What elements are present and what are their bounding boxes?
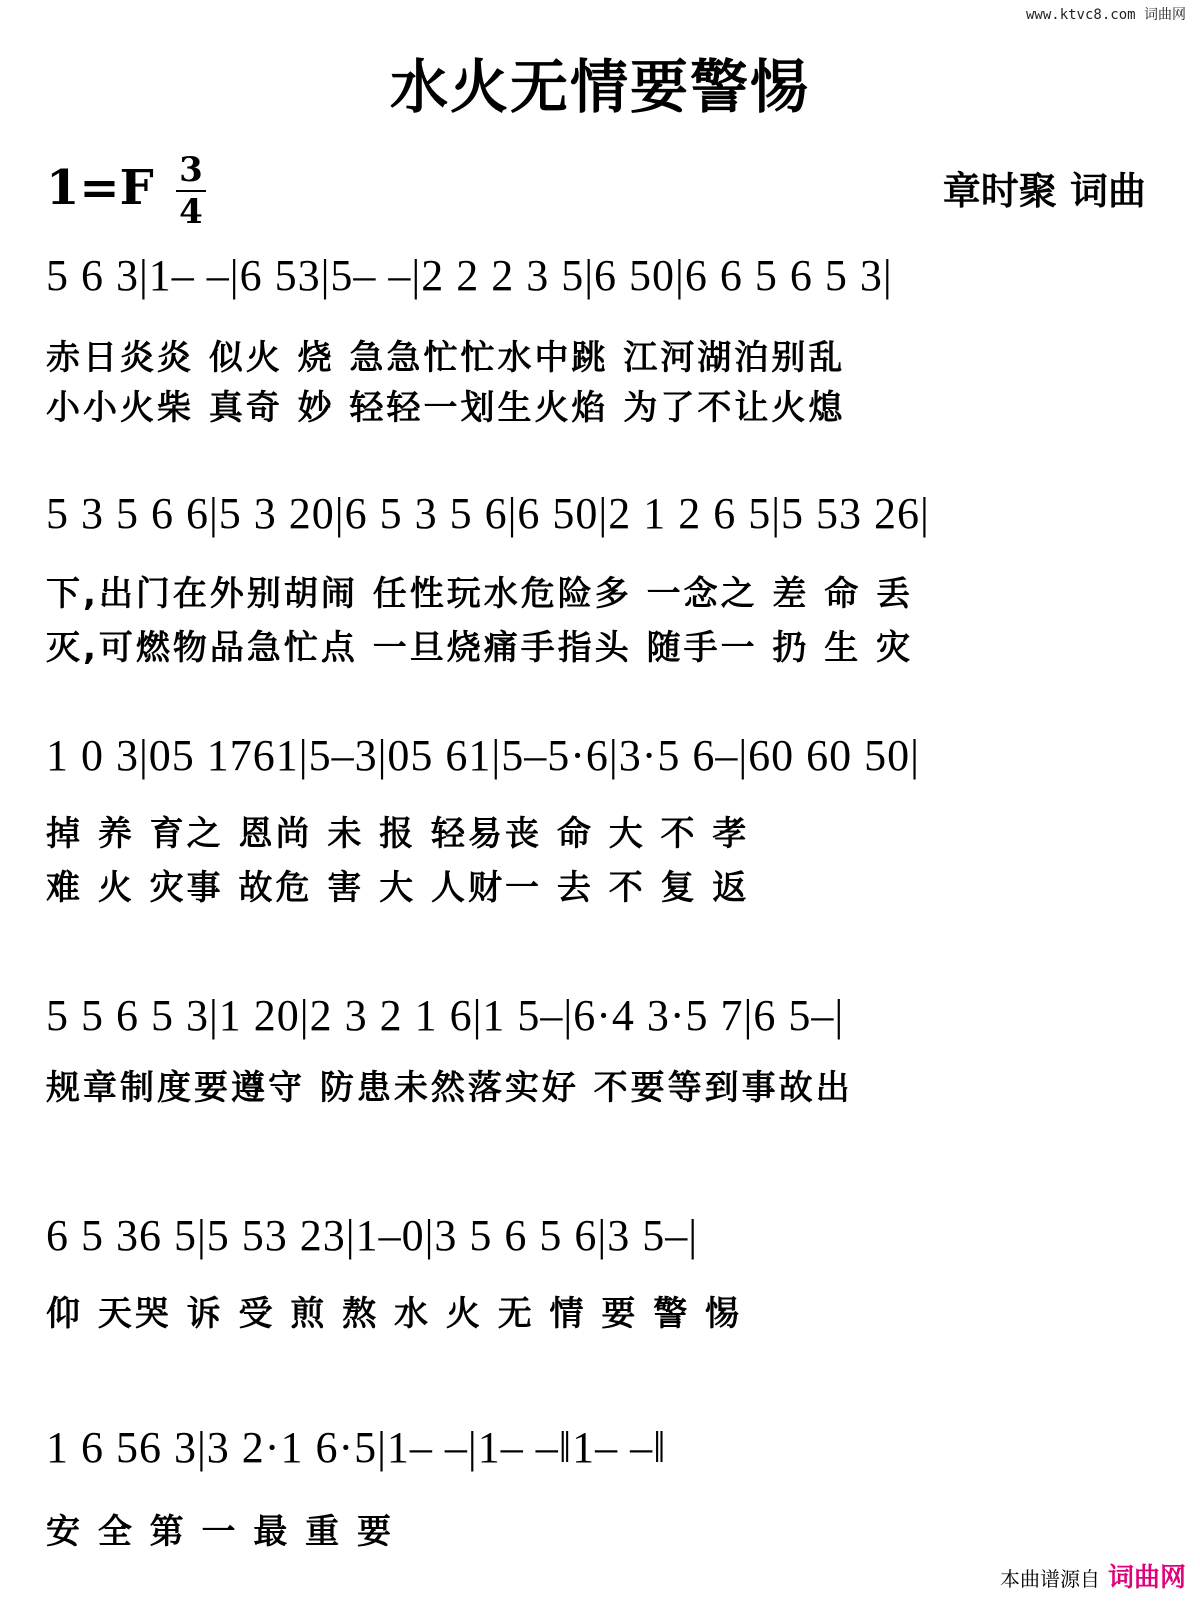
lyric-line-1: 仰 天哭 诉 受 煎 熬 水 火 无 情 要 警 惕 (46, 1294, 743, 1334)
lyric-line-1: 赤日炎炎 似火 烧 急急忙忙水中跳 江河湖泊别乱 (46, 338, 846, 378)
lyric-line-2: 难 火 灾事 故危 害 大 人财一 去 不 复 返 (46, 868, 750, 908)
author-credit: 章时聚 词曲 (942, 169, 1146, 213)
lyric-line-1: 掉 养 育之 恩尚 未 报 轻易丧 命 大 不 孝 (46, 814, 750, 854)
score-row-4 (46, 990, 1156, 1120)
time-signature (176, 152, 206, 230)
notes-line: 5 3 5 6 6|5 3 20|6 5 3 5 6|6 50|2 1 2 6 5|5 53 26| (46, 489, 930, 538)
lyric-line-1: 安 全 第 一 最 重 要 (46, 1512, 395, 1552)
notes-line: 6 5 36 5|5 53 23|1–0|3 5 6 5 6|3 5–| (46, 1211, 699, 1260)
score-row-2 (46, 488, 1156, 668)
notes-line: 5 5 6 5 3|1 20|2 3 2 1 6|1 5–|6·4 3·5 7|6 5–| (46, 991, 845, 1040)
lyric-line-2: 小小火柴 真奇 妙 轻轻一划生火焰 为了不让火熄 (46, 388, 846, 428)
time-signature-bottom: 4 (179, 192, 203, 232)
notes-line: 5 6 3|1– –|6 53|5– –|2 2 2 3 5|6 50|6 6 5 6 5 3| (46, 251, 893, 300)
score-row-6 (46, 1422, 1156, 1552)
notes-line: 1 0 3|05 1761|5–3|05 61|5–5·6|3·5 6–|60 60 50| (46, 731, 920, 780)
score-row-5 (46, 1210, 1156, 1340)
key-signature: 1=F (46, 160, 154, 216)
lyric-line-1: 规章制度要遵守 防患未然落实好 不要等到事故出 (46, 1068, 853, 1108)
lyric-line-1: 下,出门在外别胡闹 任性玩水危险多 一念之 差 命 丢 (46, 574, 914, 614)
source-footer (1000, 1557, 1186, 1594)
notes-line: 1 6 56 3|3 2·1 6·5|1– –|1– –‖1– –‖ (46, 1423, 667, 1472)
song-title: 水火无情要警惕 (389, 53, 810, 121)
footer-text: 本曲谱源自 (999, 1567, 1100, 1591)
score-row-1 (46, 250, 1156, 430)
score-row-3 (46, 730, 1156, 910)
footer-brand: 词曲网 (1107, 1563, 1186, 1593)
lyric-line-2: 灭,可燃物品急忙点 一旦烧痛手指头 随手一 扔 生 灾 (46, 628, 914, 668)
site-url: www.ktvc8.com 词曲网 (1025, 7, 1186, 23)
time-signature-top: 3 (179, 150, 203, 190)
